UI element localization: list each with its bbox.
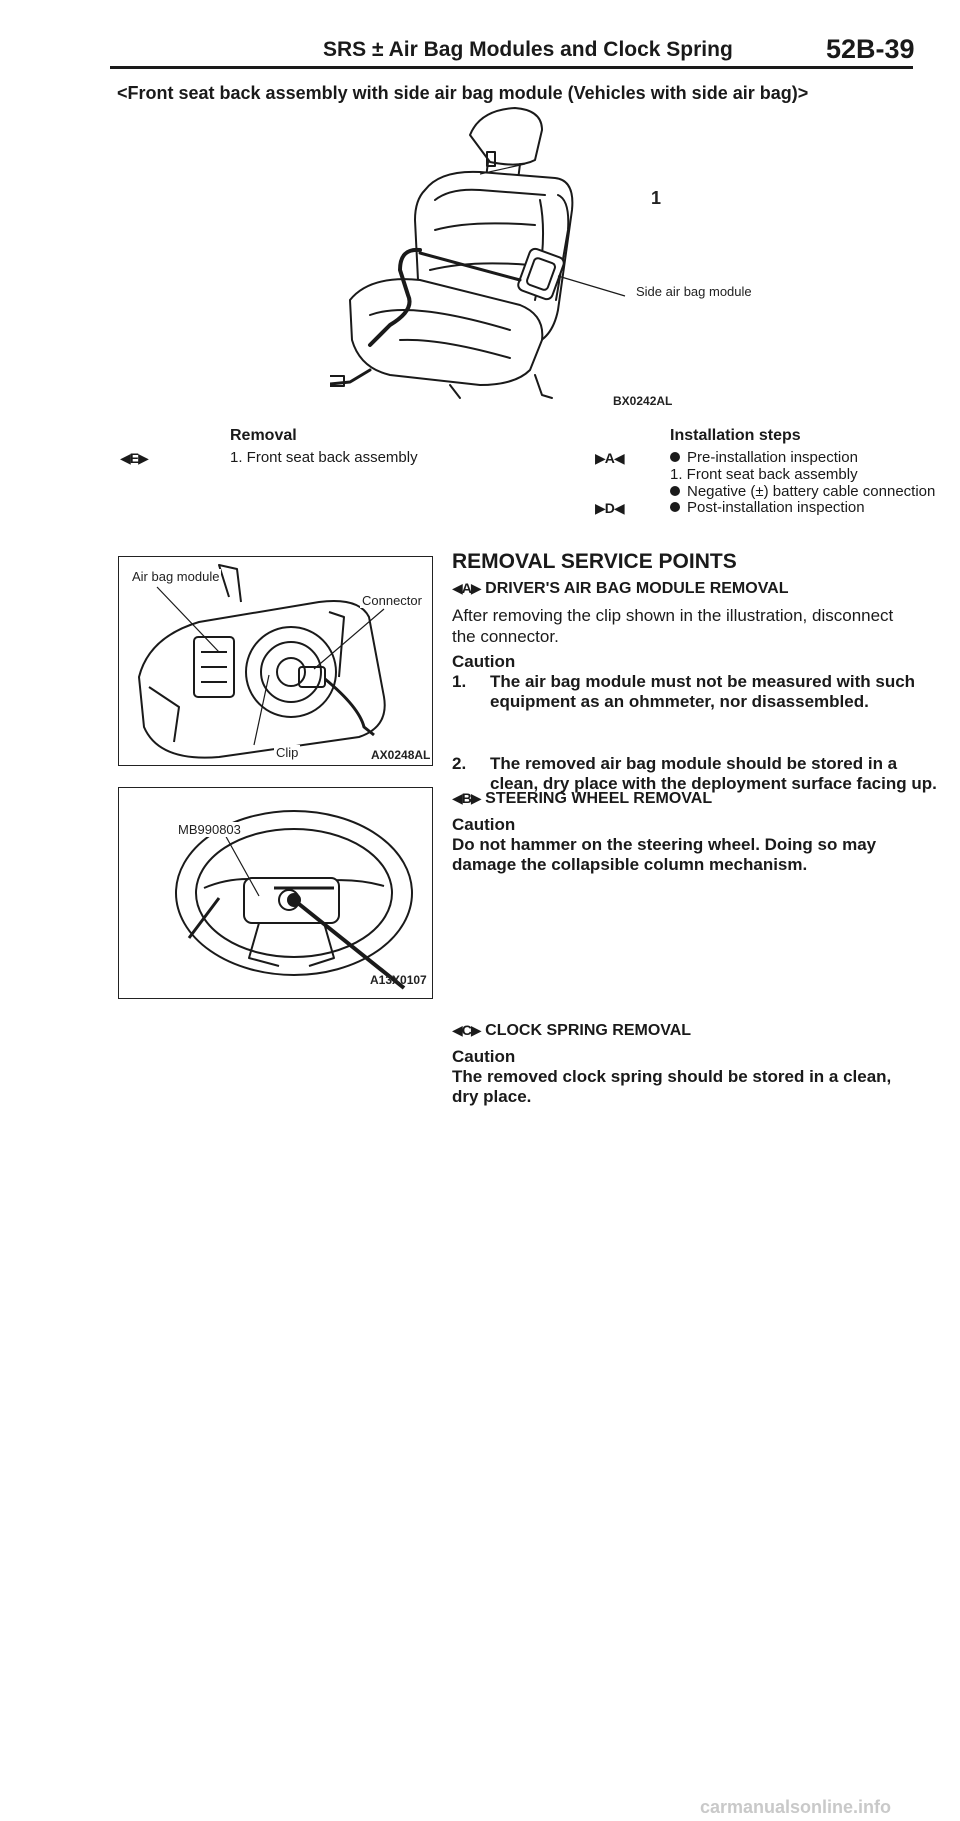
seat-illustration [330,100,770,400]
removal-marker: ◀E▶ [120,450,148,466]
service-c-marker: ◀C▶ [452,1022,481,1038]
service-c-title: CLOCK SPRING REMOVAL [485,1022,692,1039]
air-bag-module-label: Air bag module [132,569,220,584]
install-marker-d: ▶D◀ [595,500,624,516]
install-marker-a-letter: A [604,450,614,466]
page-header-title: SRS ± Air Bag Modules and Clock Spring [323,38,733,61]
install-step-2-text: 1. Front seat back assembly [670,466,858,483]
service-c-caution-label: Caution [452,1047,516,1066]
tool-label-mb990803: MB990803 [178,822,241,837]
service-b-caution-text: Do not hammer on the steering wheel. Doing so may damage the collapsible column mechanism. [452,835,877,874]
removal-heading: Removal [230,427,297,444]
service-a-caution-item-2 [452,754,949,794]
service-b-caution-label: Caution [452,815,516,834]
service-a-caution-item-1 [452,672,949,712]
install-step-4-text: Post-installation inspection [687,499,865,516]
removal-item: 1. Front seat back assembly [230,449,418,466]
clip-label: Clip [276,745,299,760]
bullet-icon [670,502,680,512]
install-step-2 [670,466,858,483]
install-step-1 [670,449,858,466]
module-figure-code: AX0248AL [371,748,431,762]
service-c-title-row [452,1022,911,1040]
service-points-heading: REMOVAL SERVICE POINTS [452,550,737,573]
install-marker-a: ▶A◀ [595,450,624,466]
service-b-title: STEERING WHEEL REMOVAL [485,790,713,807]
caution-item-text: The air bag module must not be measured with such equipment as an ohmmeter, nor disassembled. [490,672,916,711]
connector-label: Connector [362,593,422,608]
service-b-marker: ◀B▶ [452,790,481,806]
install-step-4 [670,499,865,516]
air-bag-module-figure [118,556,433,766]
section-subtitle: <Front seat back assembly with side air bag module (Vehicles with side air bag)> [117,83,809,103]
caution-item-text: The removed air bag module should be stored in a clean, dry place with the deployment surface facing up. [490,754,937,793]
service-a-title: DRIVER'S AIR BAG MODULE REMOVAL [485,580,789,597]
header-rule [110,66,913,69]
service-a-caution-label: Caution [452,652,516,671]
service-b-title-row [452,790,911,808]
installation-heading: Installation steps [670,427,801,444]
install-step-1-text: Pre-installation inspection [687,449,858,466]
service-a-title-row [452,580,911,598]
service-c-caution-text: The removed clock spring should be stored in a clean, dry place. [452,1067,892,1106]
seat-figure-code: BX0242AL [613,394,673,408]
footer-watermark: carmanualsonline.info [700,1797,892,1817]
bullet-icon [670,452,680,462]
service-c-marker-letter: C [461,1022,471,1038]
steering-wheel-figure [118,787,433,999]
service-a-body: After removing the clip shown in the illustration, disconnect the connector. [452,606,894,646]
removal-marker-letter: E [129,450,139,466]
air-bag-module-illustration [119,557,432,765]
bullet-icon [670,486,680,496]
install-step-3 [670,483,935,500]
side-air-bag-module-label: Side air bag module [636,284,752,299]
service-b-marker-letter: B [461,790,471,806]
page-number: 52B-39 [826,34,915,64]
seat-callout-1: 1 [651,188,662,208]
caution-item-number: 2. [452,754,467,773]
service-a-marker-letter: A [461,580,471,596]
steering-wheel-illustration [119,788,432,998]
install-step-3-text: Negative (±) battery cable connection [687,483,936,500]
install-marker-d-letter: D [604,500,614,516]
wheel-figure-code: A13X0107 [370,973,427,987]
service-a-marker: ◀A▶ [452,580,481,596]
caution-item-number: 1. [452,672,467,691]
